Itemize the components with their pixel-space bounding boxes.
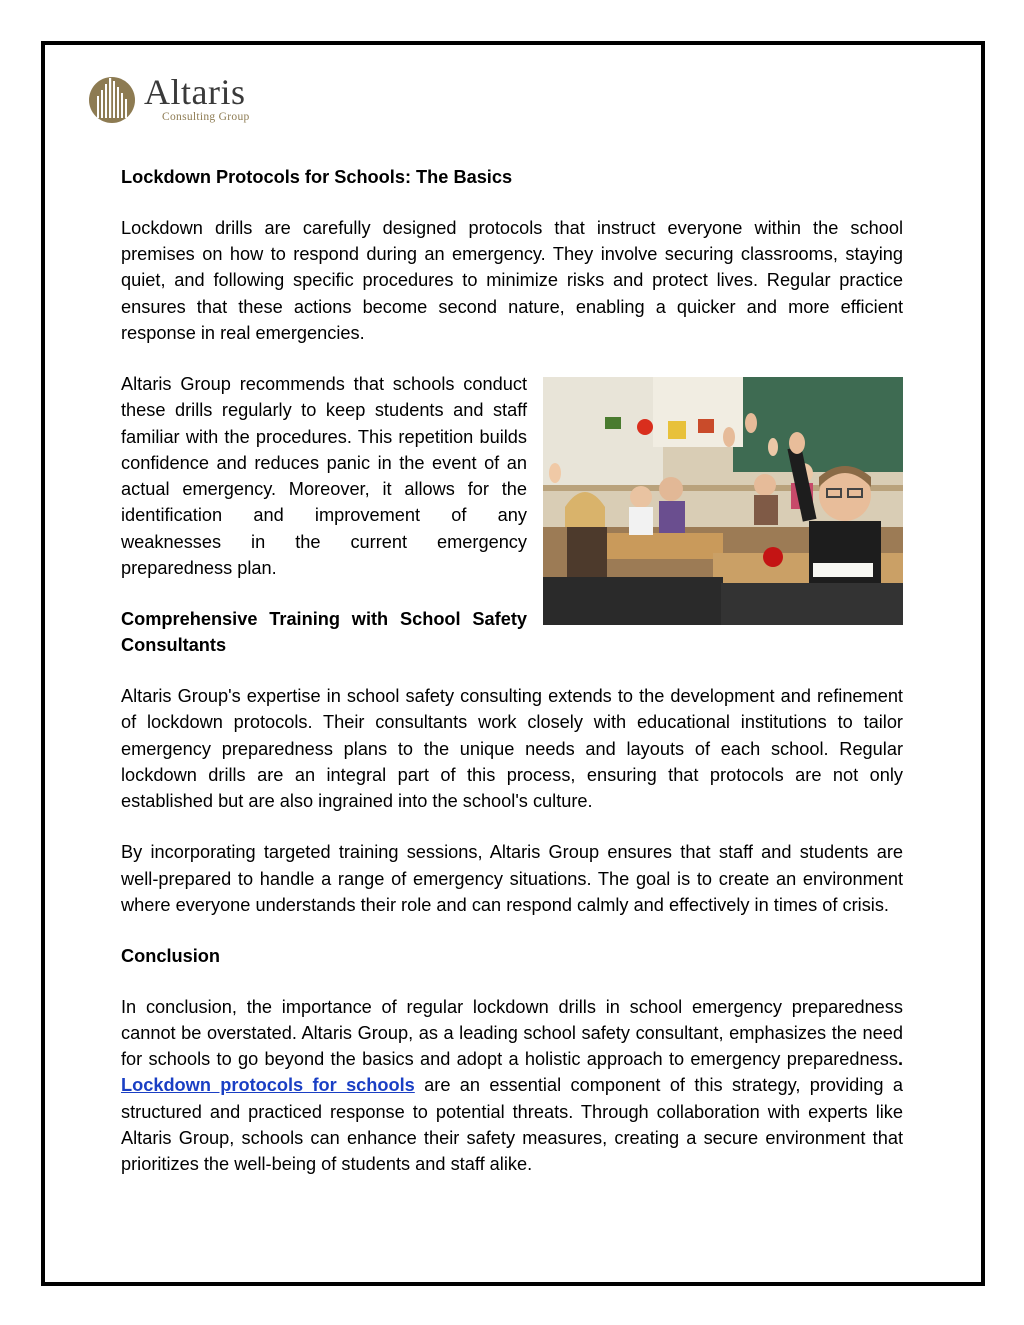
paragraph-3: Altaris Group's expertise in school safety consulting extends to the development and refinement of lockdown protocols. Their consultants work closely with educational institutions to tailor emergency preparedness plans to the unique needs and layouts of each school. Regular lockdown drills are an integral part of this process, ensuring that protocols are not only established but are also ingrained into the school's culture.: [121, 686, 903, 812]
heading-basics: Lockdown Protocols for Schools: The Basics: [121, 167, 513, 187]
paragraph-2: Altaris Group recommends that schools conduct these drills regularly to keep students and staff familiar with the procedures. This repetition builds confidence and reduces panic in the event of an actual emergency. Moreover, it allows for the identification and improvement of any weaknesses in the current emergency preparedness plan.: [121, 373, 527, 579]
lockdown-protocols-link[interactable]: Lockdown protocols for schools: [121, 1075, 415, 1096]
article-body: [121, 164, 903, 1202]
heading-training: Comprehensive Training with School Safety Consultants: [121, 608, 527, 656]
paragraph-1: Lockdown drills are carefully designed protocols that instruct everyone within the school premises on how to respond during an emergency. They involve securing classrooms, staying quiet, and following specific procedures to minimize risks and protect lives. Regular practice ensures that these actions become second nature, enabling a quicker and more efficient response in real emergencies.: [121, 217, 903, 344]
paragraph-5-period: .: [897, 1049, 903, 1070]
heading-conclusion: Conclusion: [121, 945, 221, 966]
logo-wordmark: Altaris: [144, 72, 246, 112]
paragraph-4: By incorporating targeted training sessions, Altaris Group ensures that staff and students are well-prepared to handle a range of emergency situations. The goal is to create an environment where everyone understands their role and can respond calmly and effectively in times of crisis.: [121, 842, 903, 915]
logo-emblem-icon: [88, 70, 144, 130]
classroom-photo: [543, 377, 903, 625]
paragraph-5-text-before: In conclusion, the importance of regular lockdown drills in school emergency preparedness cannot be overstated. Altaris Group, as a leading school safety consultant, emphasizes the need for schools to go beyond the basics and adopt a holistic approach to emergency preparedness: [121, 996, 903, 1070]
paragraph-5-text-after: are an essential component of this strategy, providing a structured and practiced response to potential threats. Through collaboration with experts like Altaris Group, schools can enhance their safety measures, creating a secure environment that prioritizes the well-being of students and staff alike.: [121, 1075, 903, 1175]
paragraph-5: [121, 994, 903, 1178]
logo-tagline: Consulting Group: [162, 111, 250, 123]
altaris-logo: [88, 70, 278, 130]
